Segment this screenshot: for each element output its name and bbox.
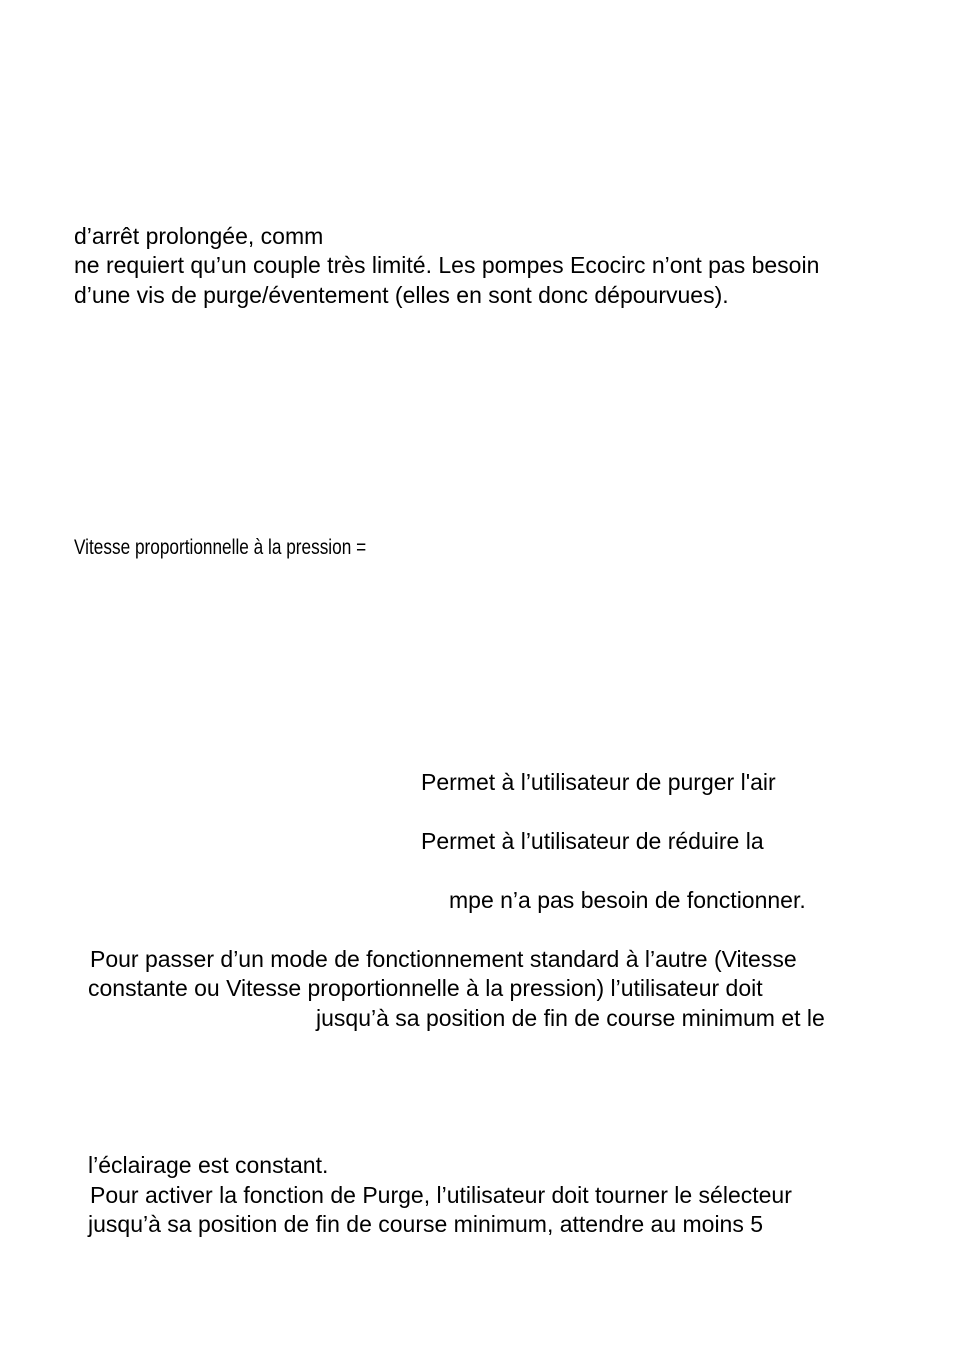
text-line: jusqu’à sa position de fin de course minimum, attendre au moins 5 — [88, 1211, 764, 1237]
text-line: d’une vis de purge/éventement (elles en sont donc dépourvues). — [74, 282, 729, 308]
speed-mode-label: Vitesse proportionnelle à la pression = — [74, 536, 367, 559]
text-line: Pour passer d’un mode de fonctionnement standard à l’autre (Vitesse — [90, 946, 797, 972]
text-line: ne requiert qu’un couple très limité. Les pompes Ecocirc n’ont pas besoin — [74, 252, 820, 278]
text-line: jusqu’à sa position de fin de course minimum et le — [316, 1005, 825, 1031]
text-line: Permet à l’utilisateur de réduire la — [421, 828, 764, 854]
text-line: constante ou Vitesse proportionnelle à la pression) l’utilisateur doit — [88, 975, 763, 1001]
text-line: mpe n’a pas besoin de fonctionner. — [449, 887, 806, 913]
text-line: Pour activer la fonction de Purge, l’utilisateur doit tourner le sélecteur — [90, 1182, 792, 1208]
text-line: d’arrêt prolongée, comm — [74, 223, 324, 249]
text-line: Permet à l’utilisateur de purger l'air — [421, 769, 776, 795]
text-line: l’éclairage est constant. — [88, 1152, 329, 1178]
